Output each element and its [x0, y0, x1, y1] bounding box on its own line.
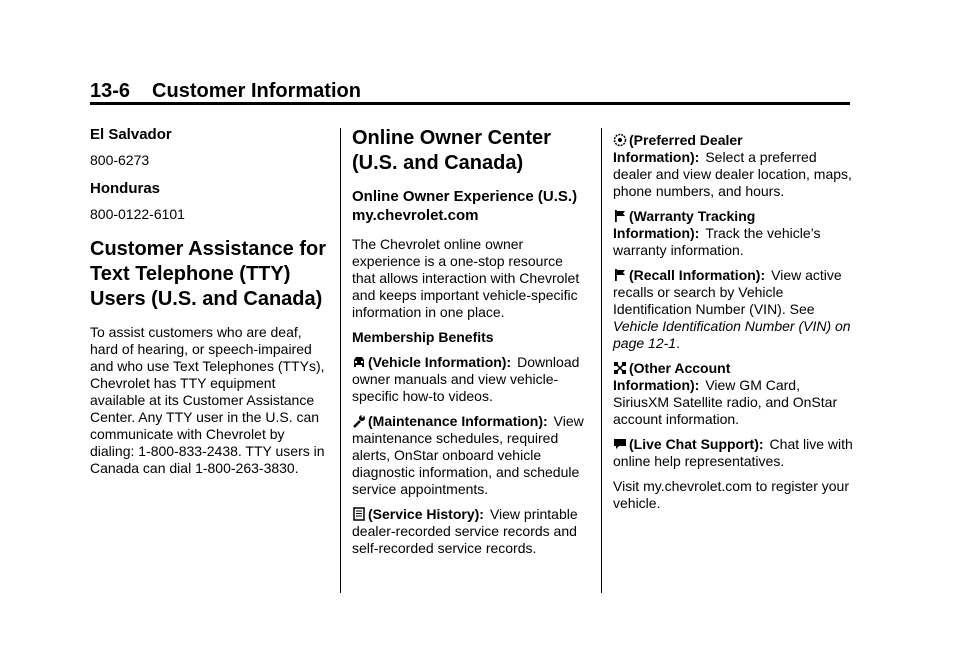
tty-body: To assist customers who are deaf, hard of hearing, or speech-impaired and who use Text Telephones (TTYs), Chevrolet has TTY equipment available at its Customer Assistance Center. Any TTY user in the U.S. can communicate with Chevrolet by dialing: 1-800-833-2438. TTY users in Canada can dial 1-800-263-3830. [90, 324, 325, 476]
network-icon [613, 361, 627, 375]
wrench-icon [352, 414, 366, 428]
service-history-item [352, 506, 590, 557]
chat-support-text: Chat live with online help representatives. [613, 436, 853, 469]
account-info-item [613, 360, 853, 428]
membership-benefits-label: Membership Benefits [352, 329, 494, 345]
maintenance-info-item [352, 413, 590, 498]
online-experience-heading: Online Owner Experience (U.S.) my.chevrolet.com [352, 188, 578, 224]
dealer-info-label: (Preferred Dealer Information): [613, 132, 743, 165]
honduras-heading: Honduras [90, 180, 161, 197]
dealer-badge-icon [613, 133, 627, 147]
warranty-item [613, 208, 853, 259]
column-3 [613, 132, 853, 520]
dealer-info-item [613, 132, 853, 200]
vehicle-info-label: (Vehicle Information): [368, 354, 512, 370]
online-center-heading: Online Owner Center (U.S. and Canada) [352, 127, 551, 174]
dealer-info-text: Select a preferred dealer and view dealer location, maps, phone numbers, and hours. [613, 149, 852, 199]
section-title: Customer Information [152, 80, 361, 102]
warranty-text: Track the vehicle’s warranty information. [613, 225, 821, 258]
tty-heading: Customer Assistance for Text Telephone (TTY) Users (U.S. and Canada) [90, 238, 326, 310]
car-icon [352, 355, 366, 369]
column-2 [352, 126, 590, 565]
vin-reference-link[interactable]: Vehicle Identification Number (VIN) on page 12-1 [613, 318, 851, 351]
flag-icon [613, 268, 627, 282]
service-history-text: View printable dealer-recorded service records and self-recorded service records. [352, 506, 578, 556]
page-number: 13-6 [90, 80, 131, 102]
recall-text: View active recalls or search by Vehicle Identification Number (VIN). See [613, 267, 842, 317]
honduras-number: 800-0122-6101 [90, 206, 185, 222]
intro-text: The Chevrolet online owner experience is a one-stop resource that allows interaction with Chevrolet and keeps important vehicle-specific information in one place. [352, 236, 580, 320]
flag-icon [613, 209, 627, 223]
account-info-text: View GM Card, SiriusXM Satellite radio, and OnStar account information. [613, 377, 838, 427]
chat-bubble-icon [613, 437, 627, 451]
account-info-label: (Other Account Information): [613, 360, 731, 393]
column-divider-1 [340, 128, 341, 593]
recall-label: (Recall Information): [629, 267, 766, 283]
page-header [90, 80, 361, 103]
recall-item [613, 267, 853, 352]
visit-text: Visit my.chevrolet.com to register your vehicle. [613, 478, 850, 511]
elsalvador-heading: El Salvador [90, 126, 172, 143]
vehicle-info-text: Download owner manuals and view vehicle-specific how-to videos. [352, 354, 580, 404]
header-rule [90, 102, 850, 105]
chat-support-item [613, 436, 853, 470]
warranty-label: (Warranty Tracking Information): [613, 208, 756, 241]
column-1 [90, 126, 330, 485]
vehicle-info-item [352, 354, 590, 405]
maintenance-info-label: (Maintenance Information): [368, 413, 548, 429]
chat-support-label: (Live Chat Support): [629, 436, 764, 452]
elsalvador-number: 800-6273 [90, 152, 150, 168]
document-icon [352, 507, 366, 521]
maintenance-info-text: View maintenance schedules, required alerts, OnStar onboard vehicle diagnostic information, and schedule service appointments. [352, 413, 584, 497]
recall-end: . [676, 335, 680, 351]
column-divider-2 [601, 128, 602, 593]
service-history-label: (Service History): [368, 506, 484, 522]
